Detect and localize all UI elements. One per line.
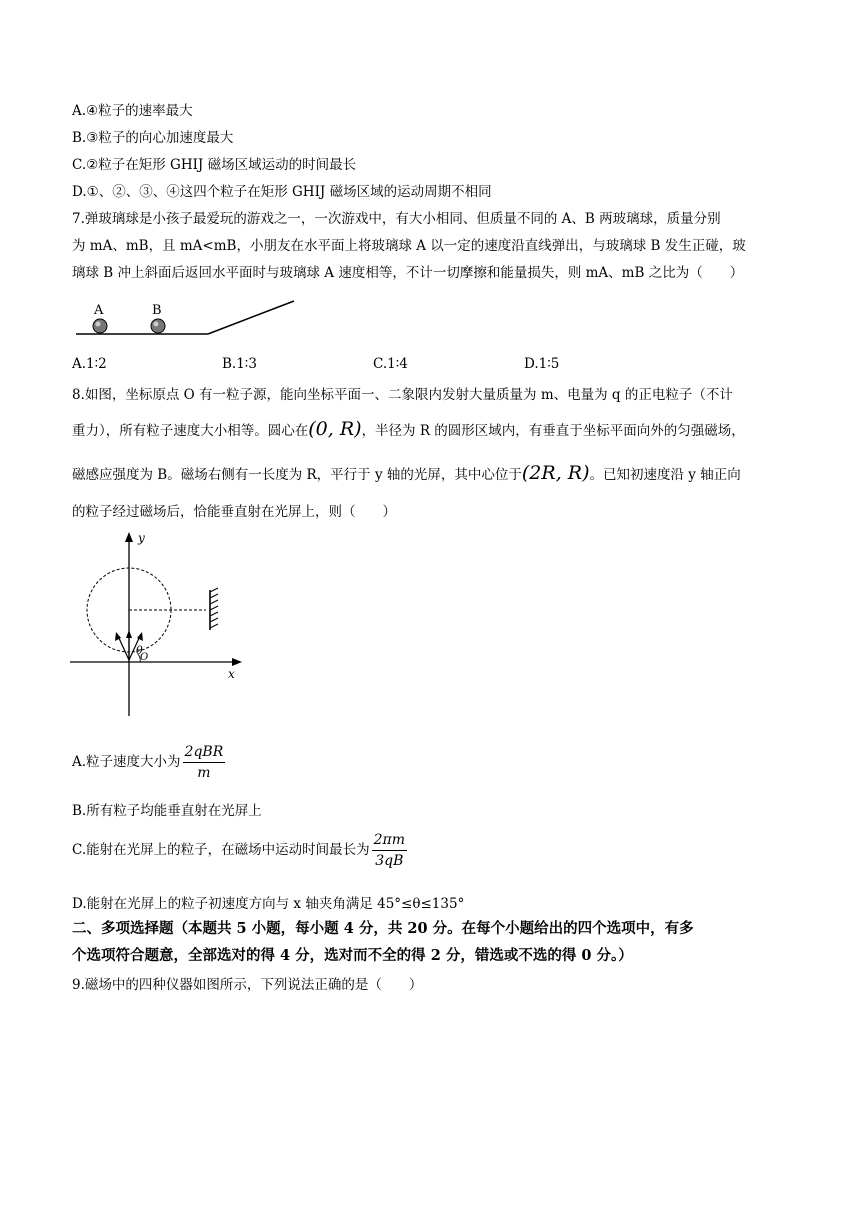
q8-option-c: C.能射在光屏上的粒子，在磁场中运动时间最长为 $\frac{2\pi m}{3qB}$ <box>72 832 406 869</box>
q7-option-b: B.1∶3 <box>222 356 257 372</box>
ball-a <box>93 319 107 333</box>
circle-center-coord: (0, R) <box>308 418 362 440</box>
q8-stem-line2: 重力），所有粒子速度大小相等。圆心在(0, R)，半径为 R 的圆形区域内，有垂直于坐标平面向外的匀强磁场， <box>72 418 745 440</box>
q8-option-b: B.所有粒子均能垂直射在光屏上 <box>72 803 262 819</box>
q8-magnetic-field-figure <box>66 530 246 720</box>
q7-ramp-figure <box>72 296 302 340</box>
origin-label: O <box>140 652 149 663</box>
q6-option-d: D.①、②、③、④这四个粒子在矩形 GHIJ 磁场区域的运动周期不相同 <box>72 184 492 200</box>
q8-stem-line1: 8.如图，坐标原点 O 有一粒子源，能向坐标平面一、二象限内发射大量质量为 m、电量为 q 的正电粒子（不计 <box>72 387 733 403</box>
axis-y-label: y <box>138 531 145 545</box>
ball-b-label: B <box>152 303 162 318</box>
axis-x-label: x <box>228 667 235 681</box>
q7-stem-line2: 为 mA、mB，且 mA<mB，小朋友在水平面上将玻璃球 A 以一定的速度沿直线弹出，与玻璃球 B 发生正碰，玻 <box>72 238 746 254</box>
q7-stem-line1: 7.弹玻璃球是小孩子最爱玩的游戏之一，一次游戏中，有大小相同、但质量不同的 A、B 两玻璃球，质量分别 <box>72 211 721 227</box>
q8-stem-line3: 磁感应强度为 B。磁场右侧有一长度为 R，平行于 y 轴的光屏，其中心位于(2R, R)。已知初速度沿 y 轴正向 <box>72 462 741 484</box>
q7-option-d: D.1∶5 <box>524 356 560 372</box>
q8-option-a: A.粒子速度大小为 $\frac{\text{2qBR}}{m}$ <box>72 744 224 781</box>
section2-header-line1: 二、多项选择题（本题共 5 小题，每小题 4 分，共 20 分。在每个小题给出的四个选项中，有多 <box>72 920 694 937</box>
q8-stem-line4: 的粒子经过磁场后，恰能垂直射在光屏上，则（ ） <box>72 504 396 520</box>
ball-a-label: A <box>94 303 104 318</box>
q7-stem-line3: 璃球 B 冲上斜面后返回水平面时与玻璃球 A 速度相等，不计一切摩擦和能量损失，则 mA、mB 之比为（ ） <box>72 265 744 281</box>
q6-option-a: A.④粒子的速率最大 <box>72 103 193 119</box>
q9-stem: 9.磁场中的四种仪器如图所示，下列说法正确的是（ ） <box>72 977 423 993</box>
ball-b <box>151 319 165 333</box>
speed-fraction: $\frac{\text{2qBR}}{m}$ <box>184 744 224 781</box>
q8-option-d: D.能射在光屏上的粒子初速度方向与 x 轴夹角满足 45°≤θ≤135° <box>72 896 465 912</box>
q7-option-a: A.1∶2 <box>72 356 107 372</box>
q6-option-b: B.③粒子的向心加速度最大 <box>72 130 234 146</box>
section2-header-line2: 个选项符合题意，全部选对的得 4 分，选对而不全的得 2 分，错选或不选的得 0 分。） <box>72 947 633 964</box>
angle-label: θ <box>136 644 143 657</box>
q7-option-c: C.1∶4 <box>373 356 408 372</box>
screen-center-coord: (2R, R) <box>521 462 590 484</box>
q6-option-c: C.②粒子在矩形 GHIJ 磁场区域运动的时间最长 <box>72 157 357 173</box>
time-fraction: $\frac{2\pi m}{3qB}$ <box>373 832 406 869</box>
